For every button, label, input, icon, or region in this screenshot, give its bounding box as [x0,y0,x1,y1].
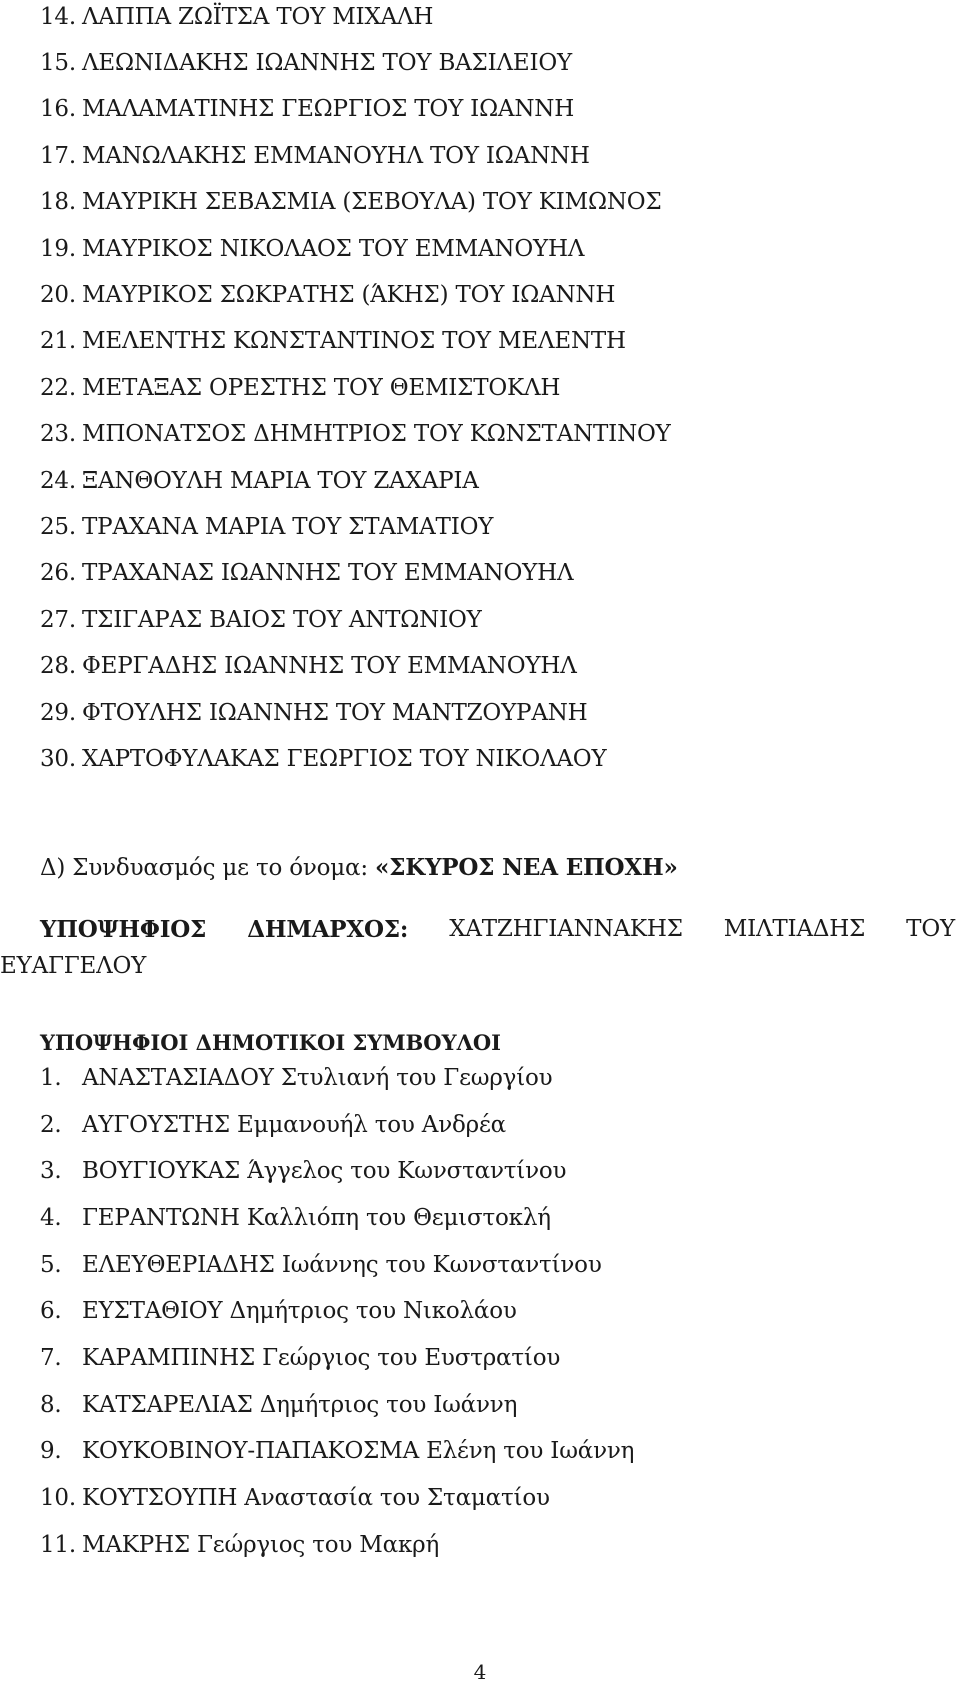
list-item-number: 22. [40,374,76,401]
list-item-number: 6. [40,1298,62,1325]
list-item-name: ΑΥΓΟΥΣΤΗΣ Εμμανουήλ του Ανδρέα [82,1111,506,1138]
list-item-number: 16. [40,96,76,123]
list-item-number: 7. [40,1344,62,1371]
list-item-name: ΜΑΝΩΛΑΚΗΣ ΕΜΜΑΝΟΥΗΛ ΤΟΥ ΙΩΑΝΝΗ [82,142,590,169]
list-item [40,504,671,550]
list-item-name: ΚΑΤΣΑΡΕΛΙΑΣ Δημήτριος του Ιωάννη [82,1391,518,1418]
list-item-number: 10. [40,1485,76,1512]
list-item [40,1475,634,1522]
list-item-name: ΦΤΟΥΛΗΣ ΙΩΑΝΝΗΣ ΤΟΥ ΜΑΝΤΖΟΥΡΑΝΗ [82,699,588,726]
list-item-number: 29. [40,699,76,726]
list-item-name: ΜΑΥΡΙΚΟΣ ΣΩΚΡΑΤΗΣ (ΆΚΗΣ) ΤΟΥ ΙΩΑΝΝΗ [82,282,616,309]
list-item-number: 8. [40,1391,62,1418]
list-item-name: ΛΑΠΠΑ ΖΩΪΤΣΑ ΤΟΥ ΜΙΧΑΛΗ [82,3,434,30]
list-item [40,1055,634,1102]
mayor-name-word-1: ΧΑΤΖΗΓΙΑΝΝΑΚΗΣ [449,916,683,942]
list-item [40,87,671,133]
list-item-number: 26. [40,560,76,587]
list-item [40,1288,634,1335]
list-item [40,1195,634,1242]
list-item [40,458,671,504]
mayor-name-line-2: ΕΥΑΓΓΕΛΟΥ [0,953,147,979]
list-item-name: ΜΕΤΑΞΑΣ ΟΡΕΣΤΗΣ ΤΟΥ ΘΕΜΙΣΤΟΚΛΗ [82,374,561,401]
list-item-name: ΤΡΑΧΑΝΑΣ ΙΩΑΝΝΗΣ ΤΟΥ ΕΜΜΑΝΟΥΗΛ [82,560,574,587]
mayor-label-word-1: ΥΠΟΨΗΦΙΟΣ [40,916,207,943]
combination-name: «ΣΚΥΡΟΣ ΝΕΑ ΕΠΟΧΗ» [375,854,678,881]
list-item-name: ΚΑΡΑΜΠΙΝΗΣ Γεώργιος του Ευστρατίου [82,1344,561,1371]
list-item-number: 5. [40,1251,62,1278]
list-item [40,40,671,86]
list-item-name: ΑΝΑΣΤΑΣΙΑΔΟΥ Στυλιανή του Γεωργίου [82,1064,553,1091]
list-item [40,412,671,458]
list-item-number: 4. [40,1204,62,1231]
list-item-name: ΜΑΚΡΗΣ Γεώργιος του Μακρή [82,1531,440,1558]
page-number: 4 [473,1660,487,1684]
council-candidate-list [40,1055,634,1569]
combination-prefix: Δ) Συνδυασμός με το όνομα: [40,855,376,881]
mayor-line-1 [0,916,955,943]
list-item-name: ΜΠΟΝΑΤΣΟΣ ΔΗΜΗΤΡΙΟΣ ΤΟΥ ΚΩΝΣΤΑΝΤΙΝΟΥ [82,421,671,448]
mayor-name-word-2: ΜΙΛΤΙΑΔΗΣ [723,916,866,942]
list-item-number: 1. [40,1064,62,1091]
council-heading: ΥΠΟΨΗΦΙΟΙ ΔΗΜΟΤΙΚΟΙ ΣΥΜΒΟΥΛΟΙ [40,1030,502,1055]
list-item-name: ΜΕΛΕΝΤΗΣ ΚΩΝΣΤΑΝΤΙΝΟΣ ΤΟΥ ΜΕΛΕΝΤΗ [82,328,626,355]
list-item [40,180,671,226]
list-item-name: ΜΑΥΡΙΚΟΣ ΝΙΚΟΛΑΟΣ ΤΟΥ ΕΜΜΑΝΟΥΗΛ [82,235,585,262]
list-item [40,1382,634,1429]
list-item-number: 21. [40,328,76,355]
list-item [40,690,671,736]
list-item [40,319,671,365]
list-item-number: 14. [40,3,76,30]
list-item-name: ΕΥΣΤΑΘΙΟΥ Δημήτριος του Νικολάου [82,1298,517,1325]
list-item-name: ΧΑΡΤΟΦΥΛΑΚΑΣ ΓΕΩΡΓΙΟΣ ΤΟΥ ΝΙΚΟΛΑΟΥ [82,745,607,772]
list-item [40,272,671,318]
list-item-number: 2. [40,1111,62,1138]
list-item-number: 30. [40,745,76,772]
list-item-number: 25. [40,513,76,540]
list-item-name: ΜΑΛΑΜΑΤΙΝΗΣ ΓΕΩΡΓΙΟΣ ΤΟΥ ΙΩΑΝΝΗ [82,96,575,123]
list-item-number: 17. [40,142,76,169]
list-item-name: ΚΟΥΚΟΒΙΝΟΥ-ΠΑΠΑΚΟΣΜΑ Ελένη του Ιωάννη [82,1438,635,1465]
list-item [40,1429,634,1476]
list-item [40,551,671,597]
list-item [40,1242,634,1289]
list-item-name: ΛΕΩΝΙΔΑΚΗΣ ΙΩΑΝΝΗΣ ΤΟΥ ΒΑΣΙΛΕΙΟΥ [82,50,573,77]
list-item [40,0,671,40]
list-item-number: 3. [40,1158,62,1185]
list-item [40,1522,634,1569]
list-item [40,1102,634,1149]
list-item [40,365,671,411]
list-item [40,133,671,179]
list-item-number: 11. [40,1531,76,1558]
list-item-number: 18. [40,189,76,216]
list-item-name: ΒΟΥΓΙΟΥΚΑΣ Άγγελος του Κωνσταντίνου [82,1158,567,1185]
list-item [40,226,671,272]
mayor-candidate-block [0,916,955,979]
list-item-number: 28. [40,653,76,680]
list-item-number: 9. [40,1438,62,1465]
list-item-number: 23. [40,421,76,448]
list-item [40,1148,634,1195]
list-item-name: ΕΛΕΥΘΕΡΙΑΔΗΣ Ιωάννης του Κωνσταντίνου [82,1251,602,1278]
list-item-name: ΜΑΥΡΙΚΗ ΣΕΒΑΣΜΙΑ (ΣΕΒΟΥΛΑ) ΤΟΥ ΚΙΜΩΝΟΣ [82,189,662,216]
list-item-name: ΤΡΑΧΑΝΑ ΜΑΡΙΑ ΤΟΥ ΣΤΑΜΑΤΙΟΥ [82,513,494,540]
list-item [40,643,671,689]
list-item-number: 20. [40,282,76,309]
mayor-name-word-3: ΤΟΥ [906,916,955,942]
list-item [40,736,671,782]
list-item-number: 15. [40,50,76,77]
list-item-name: ΦΕΡΓΑΔΗΣ ΙΩΑΝΝΗΣ ΤΟΥ ΕΜΜΑΝΟΥΗΛ [82,653,577,680]
list-item-number: 27. [40,606,76,633]
list-item [40,1335,634,1382]
candidate-list-continued [40,0,671,783]
list-item-name: ΚΟΥΤΣΟΥΠΗ Αναστασία του Σταματίου [82,1485,550,1512]
list-item-number: 24. [40,467,76,494]
combination-heading [40,854,678,881]
list-item-name: ΓΕΡΑΝΤΩΝΗ Καλλιόπη του Θεμιστοκλή [82,1204,551,1231]
list-item-name: ΤΣΙΓΑΡΑΣ ΒΑΙΟΣ ΤΟΥ ΑΝΤΩΝΙΟΥ [82,606,482,633]
list-item-number: 19. [40,235,76,262]
list-item-name: ΞΑΝΘΟΥΛΗ ΜΑΡΙΑ ΤΟΥ ΖΑΧΑΡΙΑ [82,467,479,494]
mayor-label-word-2: ΔΗΜΑΡΧΟΣ: [247,916,409,943]
list-item [40,597,671,643]
